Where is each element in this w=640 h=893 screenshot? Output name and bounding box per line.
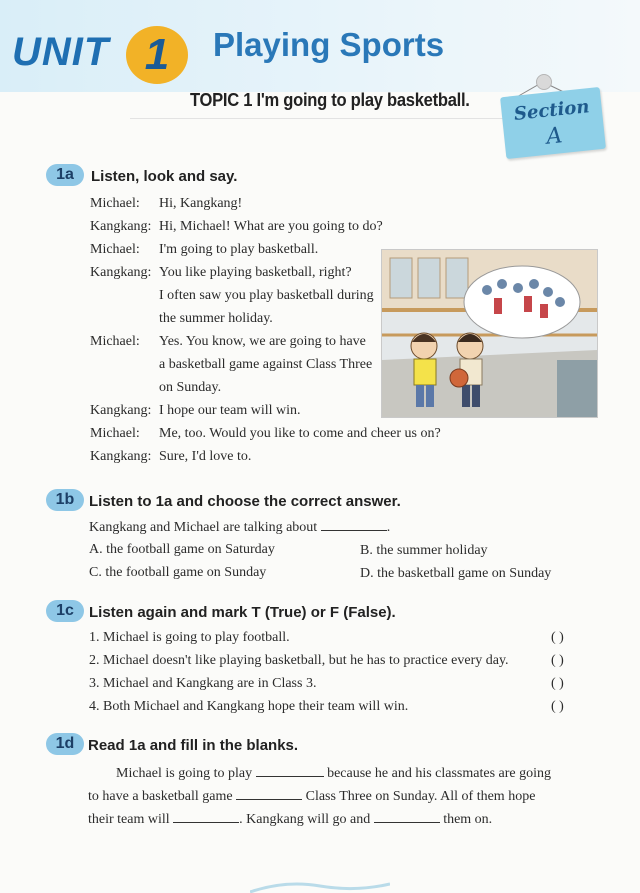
pin-icon	[536, 74, 552, 90]
fill-text: . Kangkang will go and	[239, 812, 371, 827]
fill-text: because he and his classmates are going	[327, 766, 552, 781]
dialogue-line: I often saw you play basketball during	[159, 288, 374, 303]
title-1b: Listen to 1a and choose the correct answer.	[89, 493, 401, 510]
badge-1d: 1d	[46, 733, 84, 755]
badge-1a: 1a	[46, 164, 84, 186]
fill-blank[interactable]	[236, 785, 302, 800]
tf-answer-box[interactable]: ( )	[551, 630, 564, 645]
fill-text: to have a basketball game	[88, 789, 233, 804]
tf-item: 4. Both Michael and Kangkang hope their team will win.	[89, 699, 409, 714]
dialogue-line: You like playing basketball, right?	[159, 265, 352, 280]
fill-line-3	[88, 808, 492, 831]
tf-item: 3. Michael and Kangkang are in Class 3.	[89, 676, 317, 691]
option-b[interactable]: B. the summer holiday	[360, 543, 488, 558]
badge-1c: 1c	[46, 600, 84, 622]
speaker: Kangkang:	[90, 403, 152, 418]
dialogue-line: Me, too. Would you like to come and cheer us on?	[159, 426, 441, 441]
fill-text: them on.	[443, 812, 493, 827]
unit-title: Playing Sports	[213, 26, 445, 63]
speaker: Michael:	[90, 242, 140, 257]
speaker: Michael:	[90, 196, 140, 211]
speaker: Kangkang:	[90, 449, 152, 464]
section-letter: A	[545, 123, 564, 150]
section-tag	[500, 87, 606, 159]
dialogue-line: Yes. You know, we are going to have	[159, 334, 366, 349]
fill-text: Michael is going to play	[116, 766, 253, 781]
question-text: Kangkang and Michael are talking about	[89, 520, 318, 535]
fill-text: their team will	[88, 812, 170, 827]
fill-line-2	[88, 785, 535, 808]
option-a[interactable]: A. the football game on Saturday	[89, 542, 275, 557]
fill-blank[interactable]	[374, 808, 440, 823]
option-c[interactable]: C. the football game on Sunday	[89, 565, 267, 580]
title-1a: Listen, look and say.	[91, 168, 238, 185]
title-1d: Read 1a and fill in the blanks.	[88, 737, 299, 754]
tf-answer-box[interactable]: ( )	[551, 699, 564, 714]
fill-blank[interactable]	[256, 762, 324, 777]
tf-answer-box[interactable]: ( )	[551, 676, 564, 691]
question-1b	[89, 516, 390, 539]
dialogue-line: I hope our team will win.	[159, 403, 301, 418]
footer-decoration	[250, 880, 390, 893]
option-d[interactable]: D. the basketball game on Sunday	[360, 566, 552, 581]
dialogue-line: Sure, I'd love to.	[159, 449, 252, 464]
dialogue-line: the summer holiday.	[159, 311, 273, 326]
topic-title: TOPIC 1 I'm going to play basketball.	[190, 90, 470, 110]
question-end: .	[386, 520, 391, 535]
title-1c: Listen again and mark T (True) or F (False).	[89, 604, 396, 621]
speaker: Michael:	[90, 334, 140, 349]
tf-item: 2. Michael doesn't like playing basketball, but he has to practice every day.	[89, 653, 509, 668]
dialogue-line: Hi, Kangkang!	[159, 196, 243, 211]
dialogue-line: on Sunday.	[159, 380, 222, 395]
fill-line-1	[116, 762, 551, 785]
answer-blank[interactable]	[321, 516, 387, 531]
speaker: Kangkang:	[90, 219, 152, 234]
speaker: Kangkang:	[90, 265, 152, 280]
dialogue-line: Hi, Michael! What are you going to do?	[159, 219, 383, 234]
topic-divider	[130, 118, 510, 119]
speaker: Michael:	[90, 426, 140, 441]
dialogue-line: I'm going to play basketball.	[159, 242, 319, 257]
basketball-illustration	[381, 249, 598, 418]
badge-1b: 1b	[46, 489, 84, 511]
tf-item: 1. Michael is going to play football.	[89, 630, 290, 645]
unit-number: 1	[144, 30, 170, 79]
tf-answer-box[interactable]: ( )	[551, 653, 564, 668]
fill-text: Class Three on Sunday. All of them hope	[305, 789, 536, 804]
fill-blank[interactable]	[173, 808, 239, 823]
unit-label: UNIT	[12, 30, 110, 74]
section-word: Section	[512, 96, 591, 125]
dialogue-line: a basketball game against Class Three	[159, 357, 373, 372]
court-scene-icon	[382, 250, 597, 417]
